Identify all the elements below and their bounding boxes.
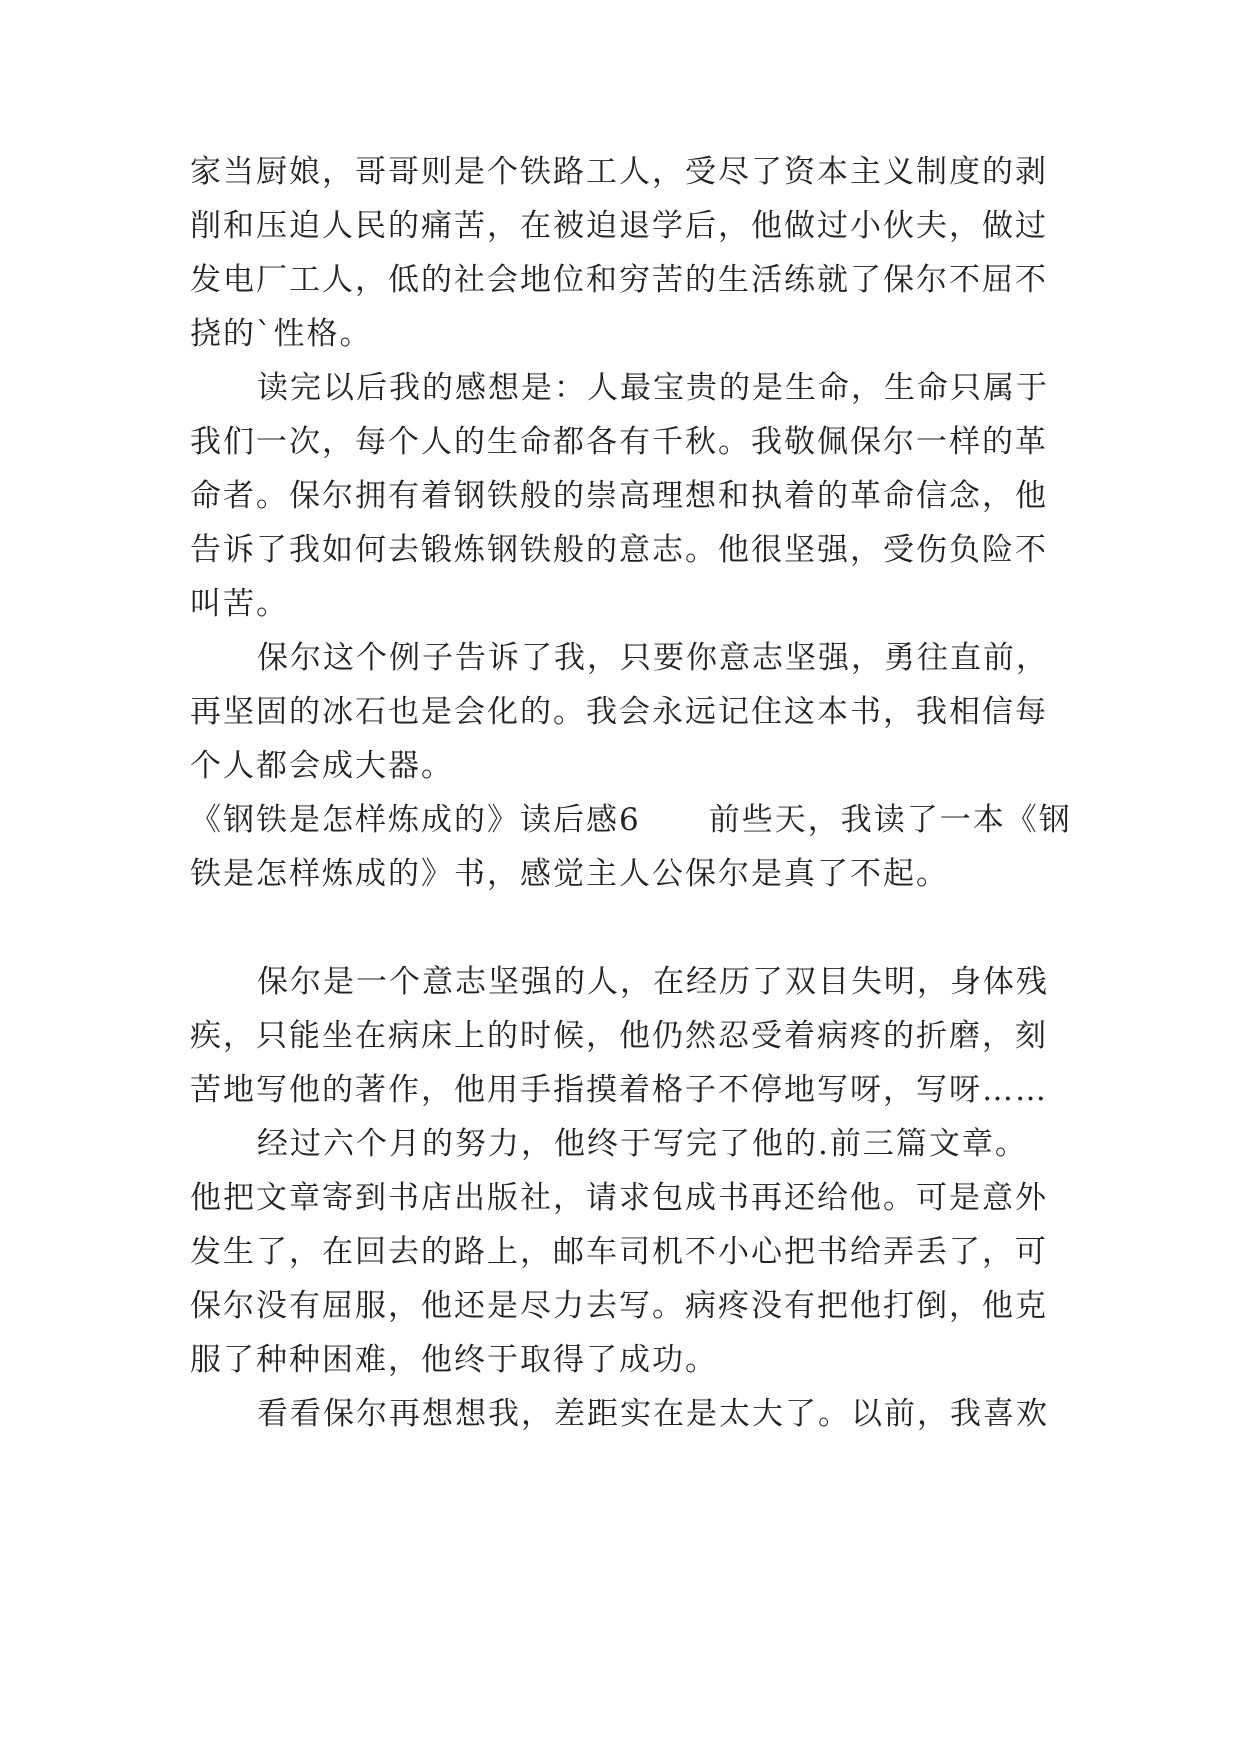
paragraph-line: 个人都会成大器。	[190, 748, 454, 784]
paragraph-line: 疾，只能坐在病床上的时候，他仍然忍受着病疼的折磨，刻	[190, 1018, 1048, 1054]
paragraph-line: 我们一次，每个人的生命都各有千秋。我敬佩保尔一样的革	[190, 424, 1048, 460]
paragraph-line: 削和压迫人民的痛苦，在被迫退学后，他做过小伙夫，做过	[190, 208, 1048, 244]
paragraph-line: 发电厂工人，低的社会地位和穷苦的生活练就了保尔不屈不	[190, 262, 1048, 298]
paragraph-line: 前些天，我读了一本《钢	[708, 802, 1072, 838]
paragraph-line: 保尔是一个意志坚强的人，在经历了双目失明，身体残	[257, 964, 1049, 1000]
paragraph-line: 再坚固的冰石也是会化的。我会永远记住这本书，我相信每	[190, 694, 1048, 730]
section-heading: 《钢铁是怎样炼成的》读后感6	[190, 802, 641, 838]
section-heading-line	[190, 800, 1070, 840]
paragraph-line: 发生了，在回去的路上，邮车司机不小心把书给弄丢了，可	[190, 1234, 1048, 1270]
paragraph-line: 经过六个月的努力，他终于写完了他的.前三篇文章。	[257, 1126, 1028, 1162]
paragraph-line: 保尔这个例子告诉了我，只要你意志坚强，勇往直前，	[257, 640, 1049, 676]
paragraph-line: 服了种种困难，他终于取得了成功。	[190, 1342, 718, 1378]
paragraph-line: 告诉了我如何去锻炼钢铁般的意志。他很坚强，受伤负险不	[190, 532, 1048, 568]
paragraph-line: 苦地写他的著作，他用手指摸着格子不停地写呀，写呀……	[190, 1072, 1048, 1108]
paragraph-line: 读完以后我的感想是：人最宝贵的是生命，生命只属于	[257, 370, 1049, 406]
paragraph-line: 保尔没有屈服，他还是尽力去写。病疼没有把他打倒，他克	[190, 1288, 1048, 1324]
paragraph-line: 家当厨娘，哥哥则是个铁路工人，受尽了资本主义制度的剥	[190, 154, 1048, 190]
paragraph-line: 命者。保尔拥有着钢铁般的崇高理想和执着的革命信念，他	[190, 478, 1048, 514]
paragraph-line: 看看保尔再想想我，差距实在是太大了。以前，我喜欢	[257, 1396, 1049, 1432]
paragraph-line: 叫苦。	[190, 586, 289, 622]
paragraph-line: 挠的`性格。	[190, 316, 373, 352]
paragraph-line: 铁是怎样炼成的》书，感觉主人公保尔是真了不起。	[190, 856, 949, 892]
paragraph-line: 他把文章寄到书店出版社，请求包成书再还给他。可是意外	[190, 1180, 1048, 1216]
